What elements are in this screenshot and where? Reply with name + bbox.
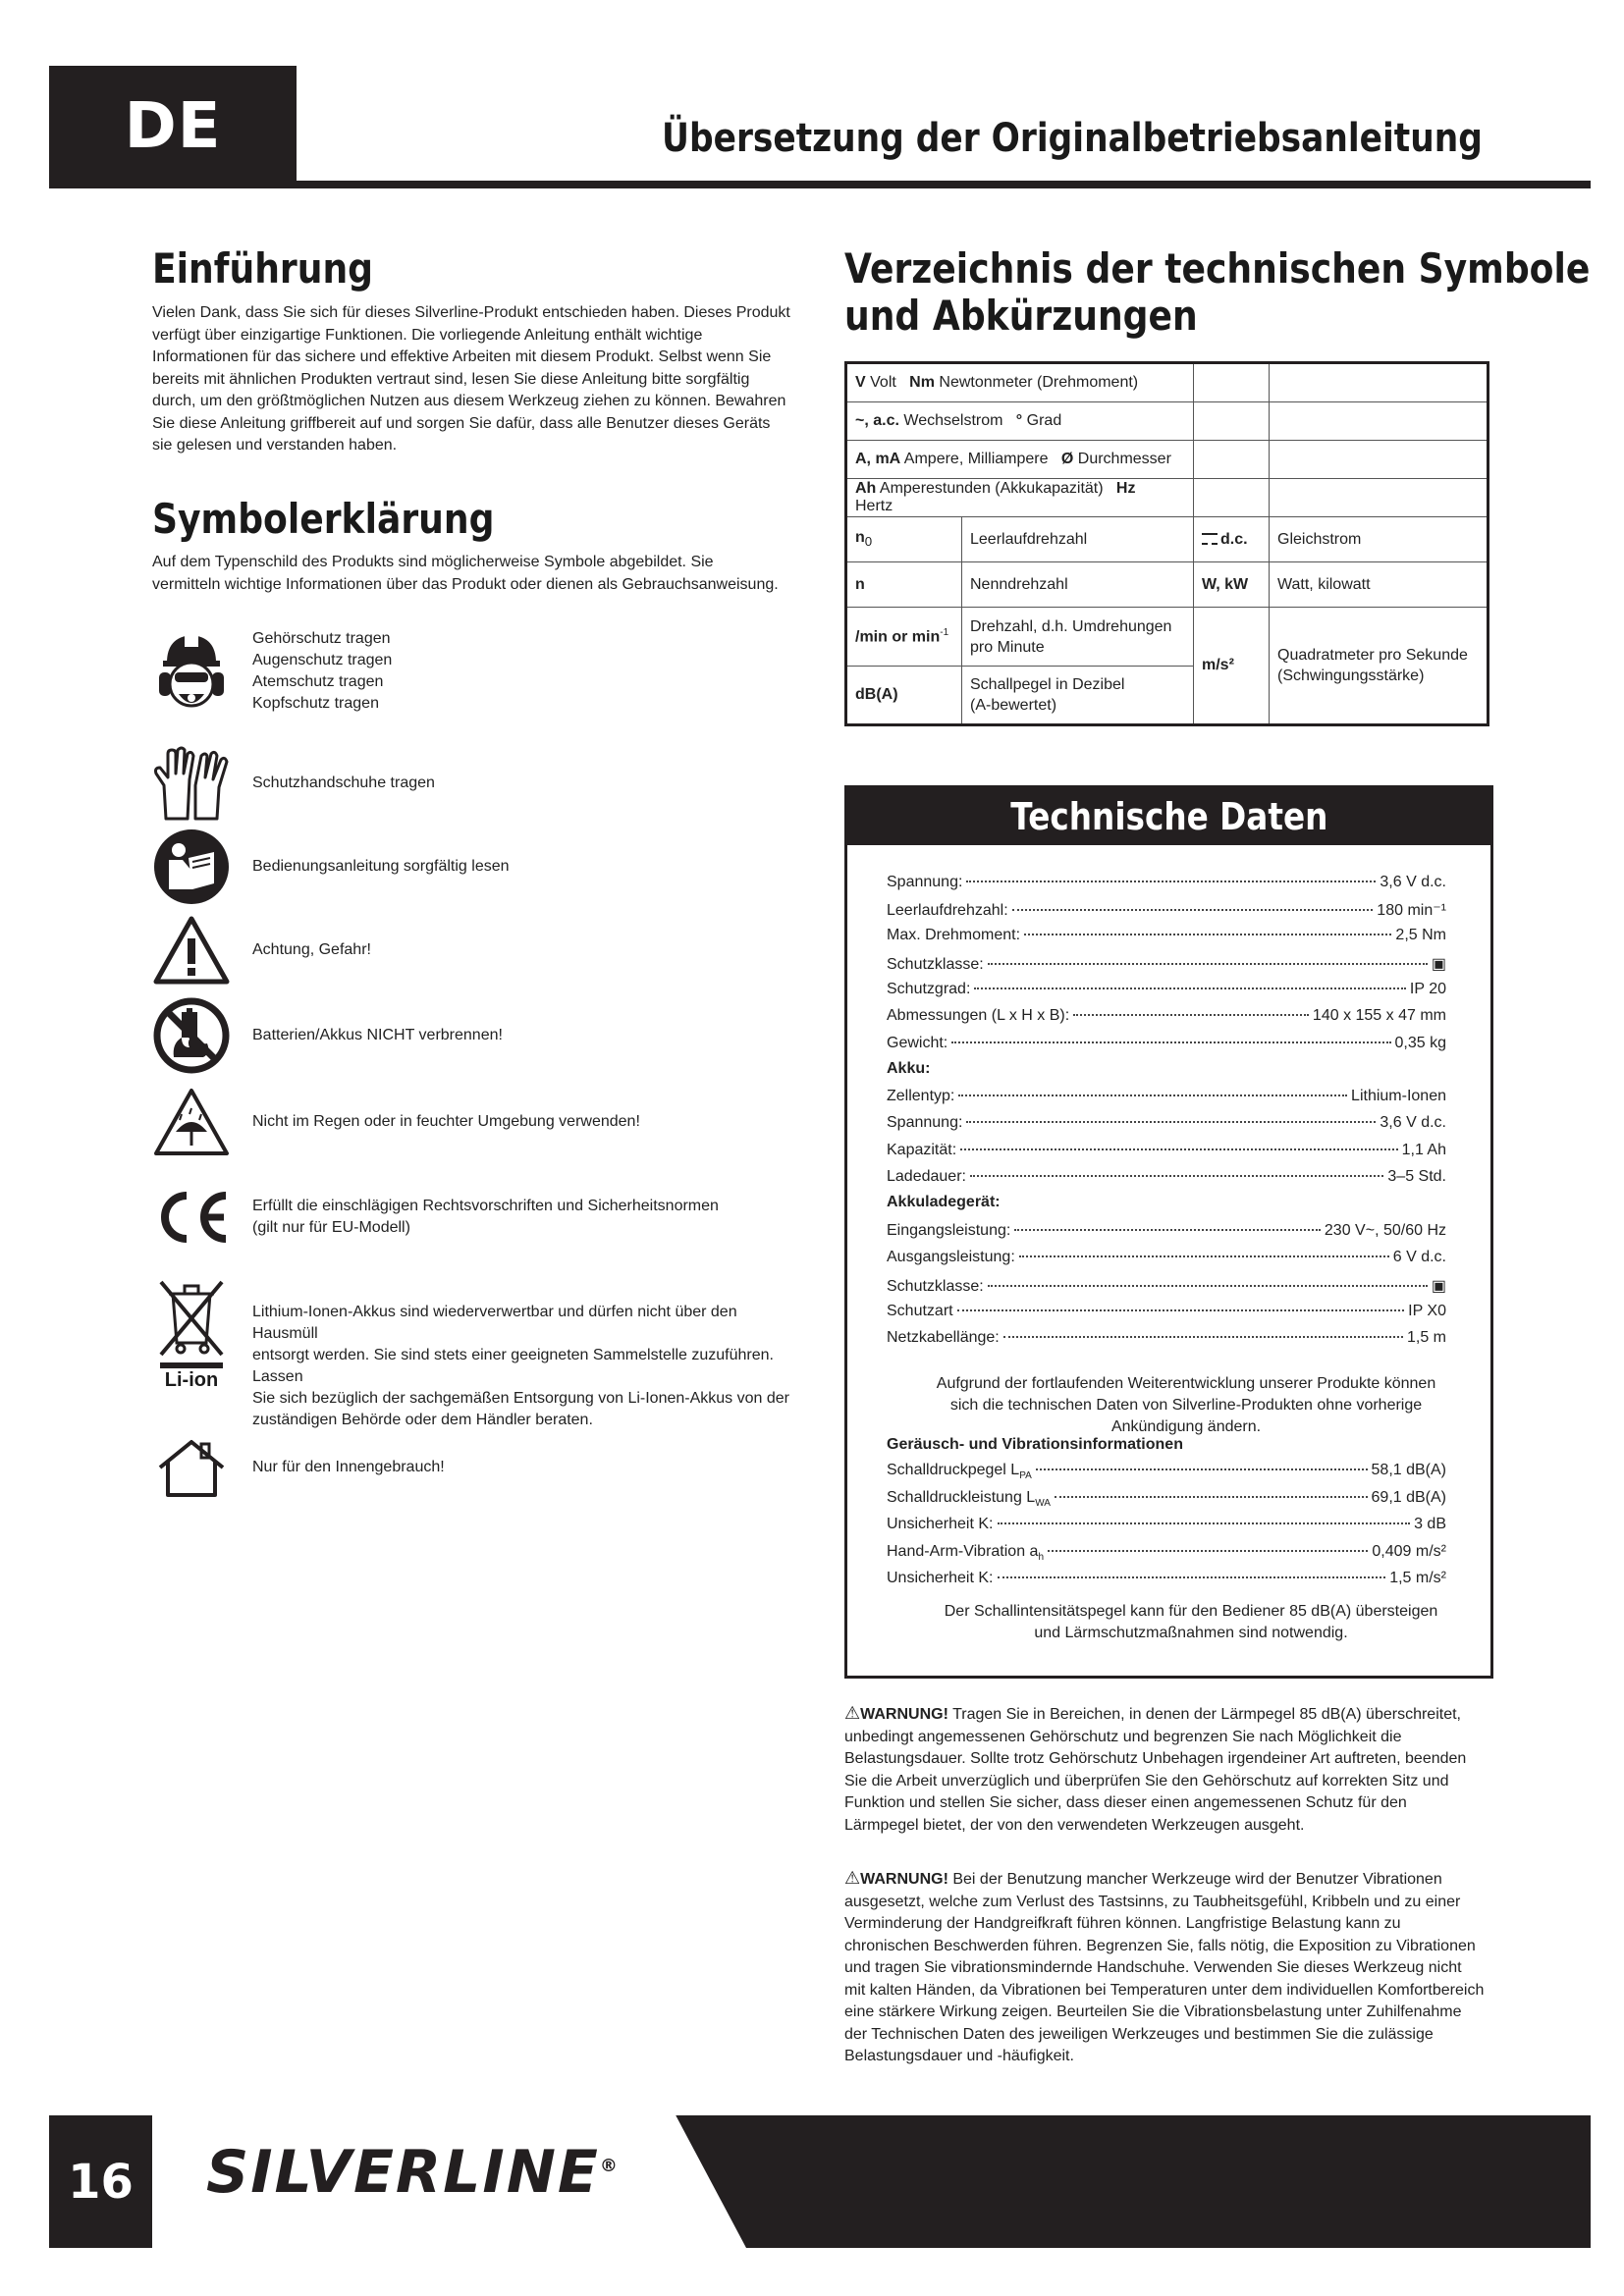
- ce-mark-icon: [152, 1178, 231, 1256]
- spec-row: [887, 981, 1446, 998]
- symbol-text-line: Schutzhandschuhe tragen: [252, 774, 435, 791]
- spec-row: [887, 1088, 1446, 1105]
- spec-row: [887, 927, 1446, 944]
- intro-text: Vielen Dank, dass Sie sich für dieses Silverline-Produkt entschieden haben. Dieses Produkt verfügt über einzigartige Funktionen. Die vorliegende Anleitung enthält wichtige Informationen für das sichere und effektive Arbeiten mit diesem Produkt. Selbst wenn Sie bereits mit ähnlichen Produkten vertraut sind, lesen Sie diese Anleitung bitte sorgfältig durch, um den größtmöglichen Nutzen aus diesem Werkzeug ziehen zu können. Bewahren Sie diese Anleitung griffbereit auf und sorgen Sie dafür, dass alle Benutzer dieses Geräts sie gelesen und verstanden haben.: [152, 304, 790, 454]
- abbrev-text: Newtonmeter (Drehmoment): [939, 374, 1139, 391]
- warning-text: Tragen Sie in Bereichen, in denen der Lärmpegel 85 dB(A) überschreitet, unbedingt angemessenen Gehörschutz und begrenzen Sie nach Möglichkeit die Belastungsdauer. Sollte trotz Gehörschutz Unbehagen irgendeiner Art auftreten, beenden Sie die Arbeit unverzüglich und überprüfen Sie den Gehörschutz auf korrekten Sitz und Funktion und stellen Sie sicher, dass dieser einen angemessenen Schutz für den Lärmpegel bietet, der von den verwendeten Werkzeugen ausgeht.: [844, 1706, 1467, 1834]
- symbol-row-ppe: [152, 628, 790, 715]
- weee-li-ion-icon: [152, 1278, 231, 1414]
- spec-row: [887, 1222, 1446, 1240]
- tech-data-heading: [847, 788, 1490, 845]
- indoor-use-icon: [152, 1428, 231, 1507]
- abbrev-symbol: dB(A): [855, 686, 898, 703]
- no-burn-icon: [152, 996, 231, 1075]
- abbrev-symbol: A, mA: [855, 451, 901, 467]
- spec-value: 69,1 dB(A): [1371, 1489, 1446, 1506]
- symbol-text-line: entsorgt werden. Sie sind stets einer geeigneten Sammelstelle zuzuführen. Lassen: [252, 1347, 774, 1385]
- symbol-text-line: Nur für den Innengebrauch!: [252, 1459, 445, 1475]
- abbrev-text: Amperestunden (Akkukapazität): [879, 480, 1104, 497]
- abbreviations-table: [844, 361, 1489, 726]
- spec-value: IP X0: [1408, 1303, 1446, 1319]
- spec-value: 58,1 dB(A): [1371, 1462, 1446, 1478]
- abbrev-text: (A-bewertet): [970, 697, 1057, 714]
- spec-row: [887, 1329, 1446, 1347]
- symbol-text-line: Nicht im Regen oder in feuchter Umgebung verwenden!: [252, 1113, 640, 1130]
- spec-value: 3–5 Std.: [1387, 1168, 1446, 1185]
- page-number: 16: [68, 2154, 134, 2210]
- spec-value: 230 V~, 50/60 Hz: [1324, 1222, 1446, 1239]
- no-rain-icon: [152, 1083, 231, 1161]
- ppe-head-icon: [152, 632, 231, 711]
- table-row: [846, 517, 1489, 562]
- gloves-icon: [152, 744, 231, 823]
- registered-mark: ®: [599, 2156, 620, 2176]
- spec-row: [887, 1303, 1446, 1320]
- spec-label: Schutzart: [887, 1303, 953, 1319]
- warning-label: WARNUNG!: [860, 1871, 948, 1888]
- spec-subscript: PA: [1019, 1470, 1032, 1482]
- spec-value: 0,35 kg: [1394, 1035, 1446, 1051]
- spec-value: 2,5 Nm: [1395, 927, 1446, 943]
- footer-divider: [152, 2115, 159, 2248]
- spec-row: [887, 1543, 1446, 1563]
- warning-triangle-icon: [152, 911, 231, 989]
- warning-icon: ⚠: [844, 1868, 861, 1888]
- spec-value: 3,6 V d.c.: [1380, 1114, 1446, 1131]
- symbol-text-line: Erfüllt die einschlägigen Rechtsvorschriften und Sicherheitsnormen: [252, 1198, 719, 1214]
- abbrev-text: Quadratmeter pro Sekunde: [1277, 647, 1468, 664]
- spec-value: 0,409 m/s²: [1372, 1543, 1446, 1560]
- symbol-row-ce: [152, 1178, 790, 1256]
- spec-label: Ausgangsleistung:: [887, 1249, 1015, 1265]
- spec-label: Netzkabellänge:: [887, 1329, 1000, 1346]
- symbol-text-line: Augenschutz tragen: [252, 652, 393, 668]
- spec-value: IP 20: [1409, 981, 1446, 997]
- table-row: [846, 441, 1489, 479]
- spec-subscript: h: [1038, 1552, 1044, 1564]
- li-ion-badge: Li-ion: [160, 1362, 223, 1394]
- spec-label: Schutzklasse:: [887, 1278, 984, 1295]
- abbrev-symbol: d.c.: [1220, 530, 1248, 548]
- warning-icon: ⚠: [844, 1703, 861, 1723]
- spec-row: [887, 1114, 1446, 1132]
- noise-heading: Geräusch- und Vibrationsinformationen: [887, 1436, 1183, 1453]
- spec-label: Unsicherheit K:: [887, 1570, 994, 1586]
- symbol-row-warning: [152, 911, 790, 989]
- spec-value: 140 x 155 x 47 mm: [1312, 1007, 1446, 1024]
- abbrev-heading-line1: Verzeichnis der technischen Symbole: [844, 244, 1591, 293]
- symbol-text-line: Atemschutz tragen: [252, 673, 384, 690]
- abbrev-symbol: n: [855, 575, 865, 593]
- brand-name: SILVERLINE: [206, 2138, 600, 2207]
- symbol-text-line: Batterien/Akkus NICHT verbrennen!: [252, 1027, 503, 1043]
- spec-row: [887, 900, 1446, 920]
- spec-label: Spannung:: [887, 1114, 963, 1131]
- tech-data-heading-text: Technische Daten: [1009, 795, 1328, 838]
- spec-row: [887, 1462, 1446, 1481]
- abbrev-text: Leerlaufdrehzahl: [962, 517, 1194, 562]
- abbrev-symbol: V: [855, 374, 866, 391]
- abbrev-text: (Schwingungsstärke): [1277, 667, 1425, 684]
- warning-label: WARNUNG!: [860, 1706, 948, 1723]
- table-row: [846, 608, 1489, 667]
- intro-heading: Einführung: [152, 244, 374, 293]
- dc-icon: [1202, 533, 1218, 545]
- spec-value: 180 min⁻¹: [1377, 902, 1446, 919]
- abbrev-text: Durchmesser: [1077, 451, 1171, 467]
- symbols-heading: Symbolerklärung: [152, 495, 495, 543]
- noise-note: Der Schallintensitätspegel kann für den Bediener 85 dB(A) übersteigen und Lärmschutzmaßnahmen sind notwendig.: [944, 1603, 1438, 1641]
- spec-value: 1,5 m: [1406, 1329, 1446, 1346]
- abbrev-text: Hertz: [855, 498, 893, 514]
- spec-value: 3,6 V d.c.: [1380, 874, 1446, 890]
- spec-row: [887, 1516, 1446, 1533]
- abbrev-text: Nenndrehzahl: [962, 562, 1194, 608]
- page-title: Übersetzung der Originalbetriebsanleitung: [662, 116, 1483, 161]
- spec-value: 1,1 Ah: [1401, 1142, 1446, 1158]
- spec-row: [887, 1142, 1446, 1159]
- header-rule: [49, 181, 1591, 188]
- spec-label: Spannung:: [887, 874, 963, 890]
- abbrev-text: Gleichstrom: [1270, 517, 1489, 562]
- abbrev-text: Watt, kilowatt: [1270, 562, 1489, 608]
- table-row: [846, 363, 1489, 402]
- spec-label: Hand-Arm-Vibration a: [887, 1543, 1039, 1560]
- table-row: [846, 402, 1489, 441]
- symbol-row-gloves: [152, 744, 790, 823]
- spec-label: Abmessungen (L x H x B):: [887, 1007, 1070, 1024]
- symbol-row-no-burn: [152, 996, 790, 1075]
- symbols-text: Auf dem Typenschild des Produkts sind möglicherweise Symbole abgebildet. Sie vermitteln wichtige Informationen über das Produkt oder dienen als Gebrauchsanweisung.: [152, 554, 779, 593]
- symbol-text-line: (gilt nur für EU-Modell): [252, 1219, 410, 1236]
- spec-subscript: WA: [1035, 1498, 1051, 1510]
- tech-note: Aufgrund der fortlaufenden Weiterentwicklung unserer Produkte können sich die technischen Daten von Silverline-Produkten ohne vorherige Ankündigung ändern.: [936, 1375, 1436, 1435]
- abbrev-symbol: n: [855, 529, 865, 547]
- abbrev-heading-line2: und Abkürzungen: [844, 292, 1198, 341]
- abbrev-text: Volt: [870, 374, 896, 391]
- abbrev-symbol: Ø: [1060, 451, 1074, 467]
- symbol-row-weee: [152, 1278, 790, 1431]
- spec-label: Schutzklasse:: [887, 956, 984, 973]
- spec-label: Leerlaufdrehzahl:: [887, 902, 1008, 919]
- warning-text: Bei der Benutzung mancher Werkzeuge wird der Benutzer Vibrationen ausgesetzt, welche zum Verlust des Tastsinns, zu Taubheitsgefühl, Kribbeln und zu einer Verminderung der Handgreifkraft führen können. Langfristige Belastung kann zu chronischen Beschwerden führen. Begrenzen Sie, falls nötig, die Exposition zu Vibrationen und tragen Sie vibrationsmindernde Handschuhe. Verwenden Sie dieses Werkzeug nicht mit kalten Händen, da Vibrationen bei Temperaturen unter dem individuellen Komfortbereich eine stärkere Wirkung zeigen. Beurteilen Sie die Vibrationsbelastung unter Zuhilfenahme der Technischen Daten des jeweiligen Werkzeuges und bestimmen Sie die zulässige Belastungsdauer und -häufigkeit.: [844, 1871, 1485, 2064]
- abbrev-text: Drehzahl, d.h. Umdrehungen: [970, 617, 1172, 635]
- spec-row: [887, 1249, 1446, 1266]
- tech-data-box: [844, 785, 1493, 1679]
- spec-label: Kapazität:: [887, 1142, 957, 1158]
- charger-heading: Akkuladegerät:: [887, 1194, 1001, 1210]
- abbrev-symbol: W, kW: [1202, 575, 1249, 593]
- spec-label: Schalldruckleistung L: [887, 1489, 1036, 1506]
- abbrev-superscript: -1: [940, 626, 949, 638]
- abbrev-symbol: °: [1015, 412, 1023, 429]
- symbol-text-line: Kopfschutz tragen: [252, 695, 379, 712]
- spec-value: Lithium-Ionen: [1351, 1088, 1446, 1104]
- spec-value: 6 V d.c.: [1392, 1249, 1446, 1265]
- table-row: [846, 562, 1489, 608]
- spec-value: 1,5 m/s²: [1389, 1570, 1446, 1586]
- spec-label: Unsicherheit K:: [887, 1516, 994, 1532]
- spec-row: [887, 1276, 1446, 1296]
- table-row: [846, 479, 1489, 517]
- class-ii-icon: ▣: [1431, 1278, 1446, 1295]
- spec-row: [887, 1489, 1446, 1509]
- abbrev-symbol: ~, a.c.: [855, 412, 899, 429]
- spec-label: Eingangsleistung:: [887, 1222, 1011, 1239]
- abbrev-text: Wechselstrom: [903, 412, 1003, 429]
- abbrev-text: Ampere, Milliampere: [903, 451, 1049, 467]
- akku-heading: Akku:: [887, 1060, 931, 1077]
- abbrev-text: Grad: [1026, 412, 1062, 429]
- warning-noise: [844, 1702, 1485, 1837]
- abbrev-symbol: Nm: [909, 374, 935, 391]
- abbrev-symbol: Hz: [1115, 480, 1136, 497]
- spec-label: Max. Drehmoment:: [887, 927, 1021, 943]
- spec-label: Ladedauer:: [887, 1168, 966, 1185]
- spec-row: [887, 1570, 1446, 1587]
- symbol-row-manual: [152, 828, 790, 906]
- symbol-text-line: Lithium-Ionen-Akkus sind wiederverwertbar und dürfen nicht über den Hausmüll: [252, 1304, 737, 1342]
- spec-label: Gewicht:: [887, 1035, 948, 1051]
- spec-row: [887, 1035, 1446, 1052]
- spec-label: Schutzgrad:: [887, 981, 971, 997]
- abbrev-subscript: 0: [864, 534, 873, 550]
- spec-value: 3 dB: [1414, 1516, 1446, 1532]
- spec-row: [887, 874, 1446, 891]
- symbol-text-line: Achtung, Gefahr!: [252, 941, 371, 958]
- brand-logo: [206, 2138, 620, 2207]
- abbrev-symbol: Ah: [855, 480, 877, 497]
- language-badge: DE: [49, 66, 297, 187]
- spec-label: Schalldruckpegel L: [887, 1462, 1020, 1478]
- abbrev-text: pro Minute: [970, 638, 1045, 656]
- abbrev-text: Schallpegel in Dezibel: [970, 676, 1125, 693]
- symbol-text-line: zuständigen Behörde oder dem Händler beraten.: [252, 1412, 593, 1428]
- abbrev-symbol: m/s²: [1202, 657, 1234, 673]
- symbol-text-line: Sie sich bezüglich der sachgemäßen Entsorgung von Li-Ionen-Akkus von der: [252, 1390, 789, 1407]
- symbol-row-no-rain: [152, 1083, 790, 1161]
- spec-label: Zellentyp:: [887, 1088, 955, 1104]
- spec-row: [887, 954, 1446, 974]
- read-manual-icon: [152, 828, 231, 906]
- spec-row: [887, 1168, 1446, 1186]
- warning-vibration: [844, 1867, 1485, 2068]
- symbol-text-line: Bedienungsanleitung sorgfältig lesen: [252, 858, 510, 875]
- symbol-row-indoor: [152, 1428, 790, 1507]
- abbrev-heading: [844, 245, 1590, 341]
- abbrev-symbol: /min or min: [855, 628, 941, 646]
- spec-row: [887, 1007, 1446, 1025]
- symbol-text-line: Gehörschutz tragen: [252, 630, 391, 647]
- class-ii-icon: ▣: [1431, 956, 1446, 973]
